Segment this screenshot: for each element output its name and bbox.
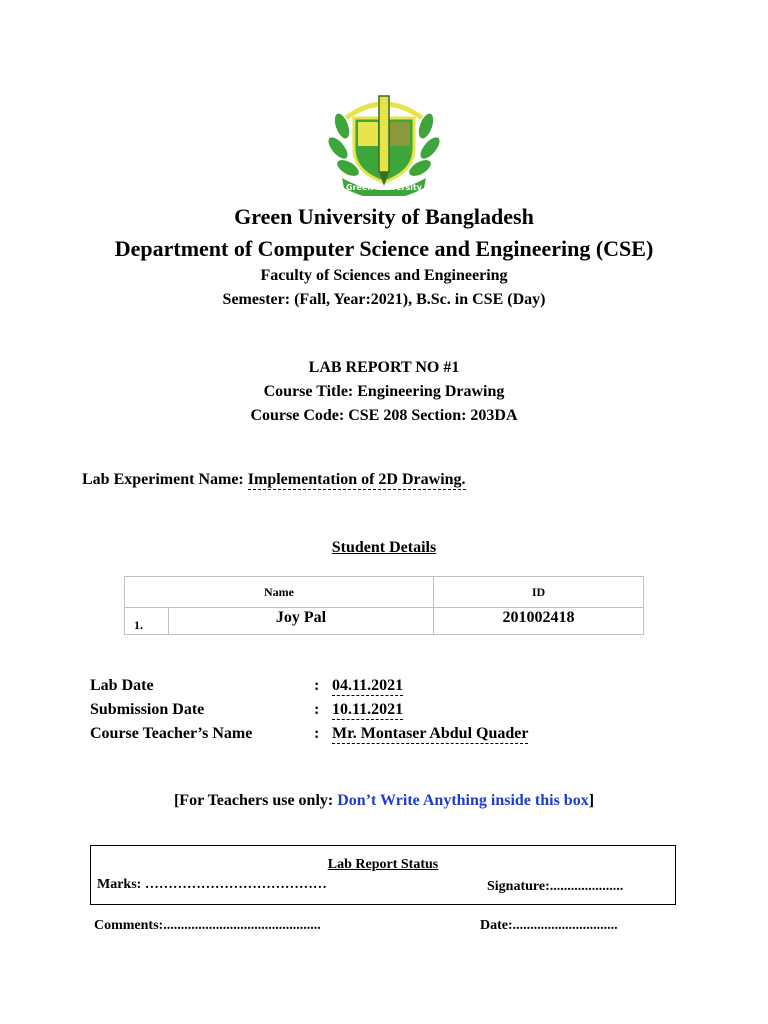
column-header-name: Name	[125, 577, 434, 608]
status-box-title: Lab Report Status	[327, 857, 439, 872]
submission-date-label: Submission Date	[90, 701, 205, 718]
row-number: 1.	[125, 608, 169, 635]
submission-date-colon: :	[314, 701, 320, 718]
student-id: 201002418	[434, 608, 644, 635]
experiment-line	[82, 470, 466, 490]
table-row	[125, 608, 644, 635]
university-name: Green University of Bangladesh	[234, 204, 534, 229]
faculty-name: Faculty of Sciences and Engineering	[260, 267, 508, 284]
teachers-note	[0, 790, 768, 812]
logo-text: Green University	[346, 183, 422, 192]
lab-date-label: Lab Date	[90, 677, 154, 694]
signature-field: Signature:.....................	[487, 879, 624, 894]
table-header-row	[125, 577, 644, 608]
course-code: Course Code: CSE 208 Section: 203DA	[250, 407, 518, 424]
semester-info: Semester: (Fall, Year:2021), B.Sc. in CSE (Day)	[222, 291, 546, 308]
teacher-name-value	[332, 722, 528, 746]
experiment-name: Implementation of 2D Drawing.	[247, 471, 466, 488]
student-details-heading	[0, 538, 768, 558]
university-crest-icon	[328, 78, 440, 196]
teachers-note-highlight: Don’t Write Anything inside this box	[337, 792, 589, 809]
teacher-name-text: Mr. Montaser Abdul Quader	[332, 725, 529, 742]
lab-date-colon: :	[314, 677, 320, 694]
teachers-note-suffix: ]	[588, 792, 595, 809]
column-header-id: ID	[434, 577, 644, 608]
student-details-heading-text: Student Details	[331, 539, 437, 556]
submission-date-value	[332, 698, 403, 722]
lab-date-text: 04.11.2021	[332, 677, 404, 694]
course-title: Course Title: Engineering Drawing	[263, 383, 505, 400]
teachers-note-prefix: [For Teachers use only:	[173, 792, 338, 809]
student-table	[124, 576, 644, 635]
lab-report-status-box	[90, 845, 676, 905]
teacher-name-colon: :	[314, 725, 320, 742]
experiment-label: Lab Experiment Name:	[82, 471, 248, 488]
report-number: LAB REPORT NO #1	[308, 359, 460, 376]
department-name: Department of Computer Science and Engineering (CSE)	[114, 236, 654, 261]
lab-date-value	[332, 674, 403, 698]
student-name: Joy Pal	[169, 608, 434, 635]
date-field: Date:..............................	[480, 918, 618, 933]
teacher-name-label: Course Teacher’s Name	[90, 725, 253, 742]
submission-date-text: 10.11.2021	[332, 701, 404, 718]
marks-field: Marks: …………………………………	[97, 877, 327, 892]
comments-field: Comments:.............................................	[94, 918, 321, 933]
